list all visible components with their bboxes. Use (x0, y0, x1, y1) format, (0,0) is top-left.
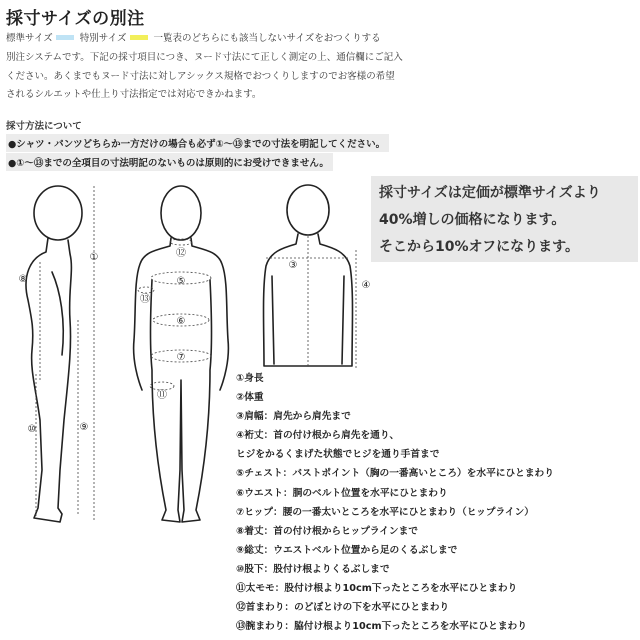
label-length: ⑧ (18, 274, 28, 285)
page-title: 採寸サイズの別注 (6, 9, 145, 29)
label-hip: ⑦ (176, 352, 186, 363)
method-heading: 採寸方法について (6, 121, 82, 132)
legend-special-swatch (130, 35, 148, 40)
measurement-item: ④裄丈：首の付け根から肩先を通り、 (236, 430, 400, 442)
label-waist: ⑥ (176, 316, 186, 327)
intro-line: 別注システムです。下記の採寸項目につき、ヌード寸法にて正しく測定の上、通信欄にご記入 (6, 52, 403, 63)
thigh-guide (150, 382, 174, 390)
label-shoulder: ③ (288, 260, 298, 271)
measurement-item: ⑥ウエスト：胴のベルト位置を水平にひとまわり (236, 487, 448, 499)
side-arm (52, 272, 63, 355)
back-view-figure (264, 185, 353, 366)
front-head (161, 186, 201, 240)
legend-description: 一覧表のどちらにも該当しないサイズをおつくりする (153, 33, 381, 44)
method-note: ●シャツ・パンツどちらか一方だけの場合も必ず①～⑬までの寸法を明記してください。 (6, 134, 389, 152)
legend-standard-swatch (56, 35, 74, 40)
measurement-item: ⑤チェスト：バストポイント（胸の一番高いところ）を水平にひとまわり (236, 468, 554, 480)
legend-special-label: 特別サイズ (79, 33, 127, 44)
notice-line: そこから10%オフになります。 (379, 239, 579, 255)
notice-line: 採寸サイズは定価が標準サイズより (379, 185, 601, 201)
intro-text (6, 49, 403, 105)
measurement-item: ⑩股下：股付け根よりくるぶしまで (236, 563, 390, 575)
measurement-item: ⑪太モモ：股付け根より10cm下ったところを水平にひとまわり (236, 583, 518, 595)
label-total-length: ⑨ (79, 422, 89, 433)
label-chest: ⑤ (176, 276, 186, 287)
price-notice-box (371, 176, 638, 262)
intro-line: されるシルエットや仕上り寸法指定では対応できかねます。 (6, 89, 262, 101)
size-legend (6, 30, 381, 44)
measurement-item: ⑫首まわり：のどぼとけの下を水平にひとまわり (236, 602, 450, 614)
back-head (287, 185, 329, 235)
side-body-outline (26, 238, 71, 522)
measurement-item: ⑨総丈：ウエストベルト位置から足のくるぶしまで (236, 544, 458, 556)
measurement-item: ③肩幅：肩先から肩先まで (236, 411, 351, 423)
measurement-item: ⑧着丈：首の付け根からヒップラインまで (236, 525, 418, 537)
label-height: ① (89, 252, 99, 263)
notice-line: 40%増しの価格になります。 (379, 212, 566, 228)
legend-standard-label: 標準サイズ (6, 33, 53, 44)
measurement-list (236, 369, 554, 636)
measurement-item: ヒジをかるくまげた状態でヒジを通り手首まで (236, 449, 440, 461)
measurement-item: ⑬腕まわり：脇付け根より10cm下ったところを水平にひとまわり (236, 621, 527, 633)
label-sleeve: ④ (361, 280, 371, 291)
measurement-item: ①身長 (236, 373, 264, 384)
method-note: ●①～⑬までの全項目の寸法明記のないものは原則的にお受けできません。 (6, 153, 333, 171)
intro-line: ください。あくまでもヌード寸法に対しアシックス規格でおつくりしますのでお客様の希望 (6, 70, 395, 82)
label-thigh: ⑪ (157, 390, 167, 401)
side-view-figure (26, 186, 82, 522)
label-inseam: ⑩ (27, 424, 37, 435)
label-arm: ⑬ (140, 294, 150, 305)
measurement-item: ⑦ヒップ：腰の一番太いところを水平にひとまわり（ヒップライン） (236, 506, 534, 518)
measurement-item: ②体重 (236, 392, 264, 404)
side-head (34, 186, 82, 240)
label-neck: ⑫ (176, 248, 186, 259)
